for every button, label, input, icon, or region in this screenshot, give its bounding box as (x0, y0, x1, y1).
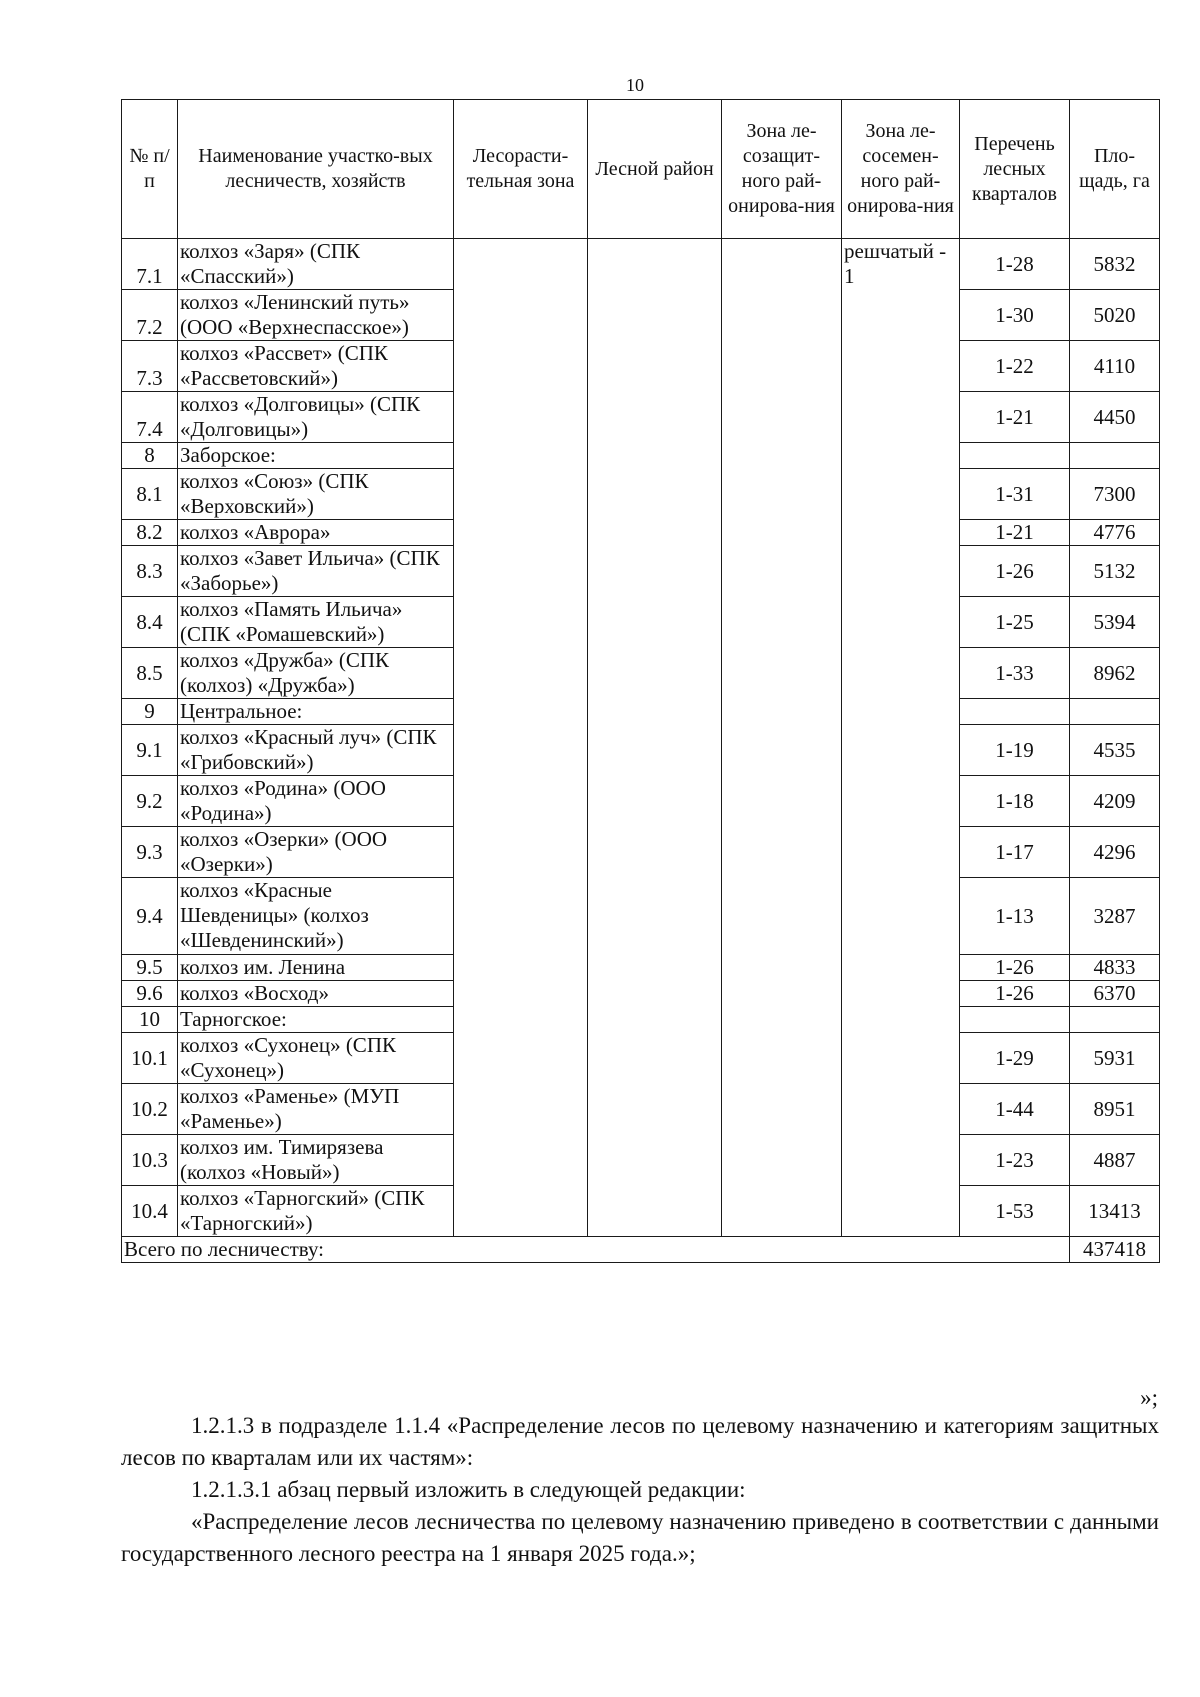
cell-area: 5832 (1070, 239, 1160, 290)
cell-quarters (960, 1007, 1070, 1033)
cell-num: 7.4 (122, 392, 178, 443)
cell-quarters: 1-19 (960, 725, 1070, 776)
cell-quarters: 1-23 (960, 1135, 1070, 1186)
table-header-row (122, 100, 1160, 239)
cell-num: 8.2 (122, 520, 178, 546)
cell-seed-zone: решчатый - 1 (842, 239, 960, 1237)
cell-area: 5132 (1070, 546, 1160, 597)
cell-num: 10.1 (122, 1033, 178, 1084)
cell-name: колхоз «Раменье» (МУП «Раменье») (178, 1084, 454, 1135)
cell-name: колхоз им. Ленина (178, 955, 454, 981)
cell-num: 7.3 (122, 341, 178, 392)
header-num: № п/п (122, 100, 178, 239)
cell-num: 9.1 (122, 725, 178, 776)
cell-district (588, 239, 722, 1237)
cell-area: 3287 (1070, 878, 1160, 955)
cell-area: 5931 (1070, 1033, 1160, 1084)
cell-quarters: 1-13 (960, 878, 1070, 955)
cell-name: колхоз «Сухонец» (СПК «Сухонец») (178, 1033, 454, 1084)
cell-num: 8.5 (122, 648, 178, 699)
cell-area: 4110 (1070, 341, 1160, 392)
cell-name: колхоз «Красный луч» (СПК «Грибовский») (178, 725, 454, 776)
cell-area: 4209 (1070, 776, 1160, 827)
cell-quarters: 1-21 (960, 392, 1070, 443)
cell-area: 5394 (1070, 597, 1160, 648)
cell-area: 7300 (1070, 469, 1160, 520)
cell-area: 4887 (1070, 1135, 1160, 1186)
cell-area: 8962 (1070, 648, 1160, 699)
paragraph-amendment-section: 1.2.1.3 в подразделе 1.1.4 «Распределение лесов по целевому назначению и категориям защитных лесов по кварталам или их частям»: (121, 1413, 1159, 1470)
cell-name: Тарногское: (178, 1007, 454, 1033)
paragraph-amendment-subsection: 1.2.1.3.1 абзац первый изложить в следующей редакции: (191, 1477, 746, 1502)
cell-area: 6370 (1070, 981, 1160, 1007)
cell-quarters: 1-26 (960, 981, 1070, 1007)
cell-quarters: 1-28 (960, 239, 1070, 290)
cell-name: колхоз «Рассвет» (СПК «Рассветовский») (178, 341, 454, 392)
cell-num: 8.3 (122, 546, 178, 597)
cell-area (1070, 1007, 1160, 1033)
cell-area: 4833 (1070, 955, 1160, 981)
cell-quarters: 1-33 (960, 648, 1070, 699)
cell-name: колхоз «Союз» (СПК «Верховский») (178, 469, 454, 520)
cell-quarters: 1-21 (960, 520, 1070, 546)
cell-name: колхоз «Тарногский» (СПК «Тарногский») (178, 1186, 454, 1237)
header-veg-zone: Лесорасти-тельная зона (454, 100, 588, 239)
cell-quarters (960, 443, 1070, 469)
cell-name: колхоз «Ленинский путь» (ООО «Верхнеспасское») (178, 290, 454, 341)
cell-area: 4535 (1070, 725, 1160, 776)
cell-area: 4296 (1070, 827, 1160, 878)
cell-num: 10 (122, 1007, 178, 1033)
cell-quarters: 1-44 (960, 1084, 1070, 1135)
header-seed-zone: Зона ле-сосемен-ного рай-онирова-ния (842, 100, 960, 239)
cell-quarters: 1-18 (960, 776, 1070, 827)
cell-num: 8.1 (122, 469, 178, 520)
cell-area: 4776 (1070, 520, 1160, 546)
cell-name: колхоз «Родина» (ООО «Родина») (178, 776, 454, 827)
header-area: Пло-щадь, га (1070, 100, 1160, 239)
cell-name: колхоз «Красные Шевденицы» (колхоз «Шевденинский») (178, 878, 454, 955)
page-number: 10 (626, 75, 644, 95)
cell-num: 9 (122, 699, 178, 725)
cell-num: 10.2 (122, 1084, 178, 1135)
cell-num: 7.1 (122, 239, 178, 290)
cell-quarters: 1-29 (960, 1033, 1070, 1084)
cell-name: колхоз «Заря» (СПК «Спасский») (178, 239, 454, 290)
cell-name: колхоз «Аврора» (178, 520, 454, 546)
body-text (121, 1410, 1159, 1570)
header-district: Лесной район (588, 100, 722, 239)
cell-num: 7.2 (122, 290, 178, 341)
paragraph-new-text: «Распределение лесов лесничества по целевому назначению приведено в соответствии с данными государственного лесного реестра на 1 января 2025 года.»; (121, 1509, 1159, 1566)
cell-num: 10.4 (122, 1186, 178, 1237)
cell-area (1070, 699, 1160, 725)
cell-num: 9.5 (122, 955, 178, 981)
total-value: 437418 (1070, 1237, 1160, 1263)
cell-quarters: 1-22 (960, 341, 1070, 392)
cell-name: колхоз «Дружба» (СПК (колхоз) «Дружба») (178, 648, 454, 699)
total-label: Всего по лесничеству: (122, 1237, 1070, 1263)
cell-num: 9.3 (122, 827, 178, 878)
forestry-table (121, 99, 1160, 1263)
cell-name: Центральное: (178, 699, 454, 725)
table-row (122, 239, 1160, 290)
cell-veg-zone (454, 239, 588, 1237)
cell-num: 8 (122, 443, 178, 469)
cell-area: 13413 (1070, 1186, 1160, 1237)
cell-quarters: 1-26 (960, 546, 1070, 597)
cell-num: 9.4 (122, 878, 178, 955)
cell-name: Заборское: (178, 443, 454, 469)
cell-quarters: 1-26 (960, 955, 1070, 981)
cell-quarters: 1-25 (960, 597, 1070, 648)
cell-name: колхоз «Долговицы» (СПК «Долговицы») (178, 392, 454, 443)
table-body (122, 239, 1160, 1263)
cell-name: колхоз «Память Ильича» (СПК «Ромашевский») (178, 597, 454, 648)
header-quarters: Перечень лесных кварталов (960, 100, 1070, 239)
header-protect-zone: Зона ле-созащит-ного рай-онирова-ния (722, 100, 842, 239)
cell-area: 4450 (1070, 392, 1160, 443)
cell-quarters: 1-30 (960, 290, 1070, 341)
header-name: Наименование участко-вых лесничеств, хозяйств (178, 100, 454, 239)
cell-num: 8.4 (122, 597, 178, 648)
cell-quarters (960, 699, 1070, 725)
cell-quarters: 1-31 (960, 469, 1070, 520)
cell-area: 8951 (1070, 1084, 1160, 1135)
cell-num: 9.6 (122, 981, 178, 1007)
cell-quarters: 1-53 (960, 1186, 1070, 1237)
cell-protect-zone (722, 239, 842, 1237)
cell-name: колхоз «Восход» (178, 981, 454, 1007)
cell-name: колхоз «Завет Ильича» (СПК «Заборье») (178, 546, 454, 597)
table-total-row (122, 1237, 1160, 1263)
cell-name: колхоз «Озерки» (ООО «Озерки») (178, 827, 454, 878)
cell-num: 9.2 (122, 776, 178, 827)
closing-quote: »; (1140, 1385, 1158, 1410)
cell-quarters: 1-17 (960, 827, 1070, 878)
cell-area (1070, 443, 1160, 469)
cell-name: колхоз им. Тимирязева (колхоз «Новый») (178, 1135, 454, 1186)
cell-area: 5020 (1070, 290, 1160, 341)
cell-num: 10.3 (122, 1135, 178, 1186)
